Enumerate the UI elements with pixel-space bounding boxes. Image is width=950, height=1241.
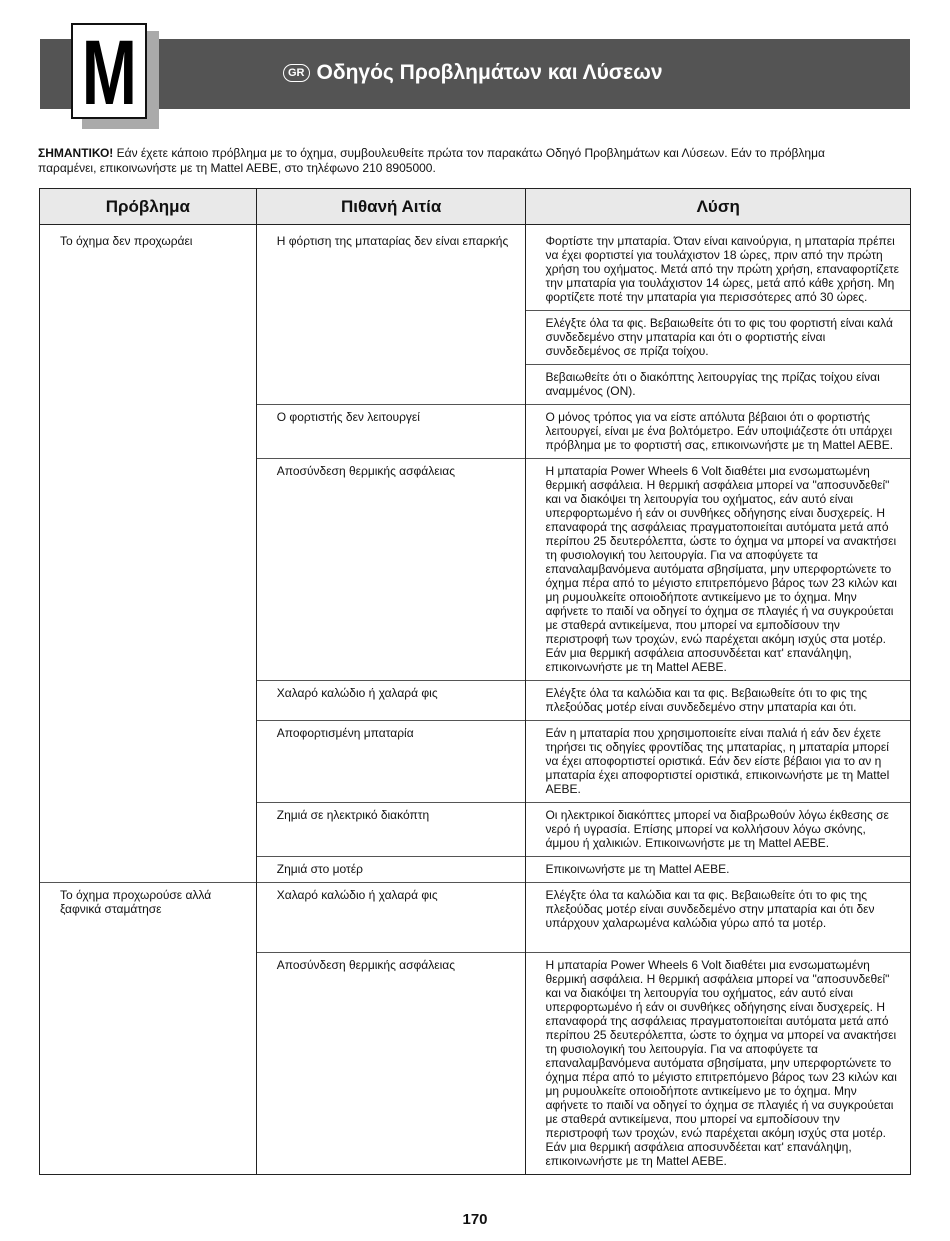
cause-cell: Αποσύνδεση θερμικής ασφάλειας — [256, 953, 526, 1175]
intro-paragraph — [38, 146, 908, 175]
intro-text-line2: παραμένει, επικοινωνήστε με τη Mattel AEBE, στο τηλέφωνο 210 8905000. — [38, 160, 436, 175]
table-row — [40, 225, 911, 311]
problem-cell: Το όχημα δεν προχωράει — [40, 225, 257, 883]
table-header-row — [40, 189, 911, 225]
section-letter: M — [81, 22, 137, 124]
page-number: 170 — [462, 1211, 488, 1228]
intro-text-line1: Εάν έχετε κάποιο πρόβλημα με το όχημα, συμβουλευθείτε πρώτα τον παρακάτω Οδηγό Προβλημάτων και Λύσεων. Εάν το πρόβλημα — [113, 146, 825, 160]
cause-cell: Αποσύνδεση θερμικής ασφάλειας — [256, 459, 526, 681]
cause-cell: Η φόρτιση της μπαταρίας δεν είναι επαρκής — [256, 225, 526, 405]
troubleshooting-table — [39, 188, 911, 1175]
solution-cell: Βεβαιωθείτε ότι ο διακόπτης λειτουργίας της πρίζας τοίχου είναι αναμμένος (ON). — [526, 365, 911, 405]
cause-cell: Χαλαρό καλώδιο ή χαλαρά φις — [256, 883, 526, 953]
solution-cell: Ο μόνος τρόπος για να είστε απόλυτα βέβαιοι ότι ο φορτιστής λειτουργεί, είναι με ένα βολτόμετρο. Εάν υποψιάζεστε ότι υπάρχει πρόβλημα με το φορτιστή σας, επικοινωνήστε με τη Mattel AEBE. — [526, 405, 911, 459]
solution-cell: Οι ηλεκτρικοί διακόπτες μπορεί να διαβρωθούν λόγω έκθεσης σε νερό ή υγρασία. Επίσης μπορεί να κολλήσουν λόγω σκόνης, άμμου ή χαλικιών. Επικοινωνήστε με τη Mattel AEBE. — [526, 803, 911, 857]
cause-cell: Χαλαρό καλώδιο ή χαλαρά φις — [256, 681, 526, 721]
page-title-text: Οδηγός Προβλημάτων και Λύσεων — [316, 61, 663, 84]
section-letter-badge — [71, 22, 147, 124]
page-title — [283, 58, 663, 88]
important-label: ΣΗΜΑΝΤΙΚΟ! — [38, 146, 114, 160]
solution-cell: Ελέγξτε όλα τα καλώδια και τα φις. Βεβαιωθείτε ότι το φις της πλεξούδας μοτέρ είναι συνδεδεμένο στην μπαταρία και ότι δεν υπάρχουν χαλαρωμένα καλώδια γύρω από τα μοτέρ. — [526, 883, 911, 953]
header-problem: Πρόβλημα — [40, 189, 257, 225]
header-cause: Πιθανή Αιτία — [256, 189, 526, 225]
cause-cell: Αποφορτισμένη μπαταρία — [256, 721, 526, 803]
solution-cell: Ελέγξτε όλα τα φις. Βεβαιωθείτε ότι το φις του φορτιστή είναι καλά συνδεδεμένο στην μπαταρία και ότι ο φορτιστής είναι συνδεδεμένος σε πρίζα τοίχου. — [526, 311, 911, 365]
solution-cell: Εάν η μπαταρία που χρησιμοποιείτε είναι παλιά ή εάν δεν έχετε τηρήσει τις οδηγίες φροντίδας της μπαταρίας, η μπαταρία μπορεί να έχει αποφορτιστεί οριστικά. Εάν δεν είστε βέβαιοι για το αν η μπαταρία έχει αποφορτιστεί οριστικά, επικοινωνήστε με τη Mattel AEBE. — [526, 721, 911, 803]
table-row — [40, 883, 911, 953]
cause-cell: Ο φορτιστής δεν λειτουργεί — [256, 405, 526, 459]
header-solution: Λύση — [526, 189, 911, 225]
language-badge: GR — [283, 64, 310, 82]
solution-cell: Ελέγξτε όλα τα καλώδια και τα φις. Βεβαιωθείτε ότι το φις της πλεξούδας μοτέρ είναι συνδεδεμένο στην μπαταρία και ότι. — [526, 681, 911, 721]
cause-cell: Ζημιά στο μοτέρ — [256, 857, 526, 883]
problem-cell: Το όχημα προχωρούσε αλλά ξαφνικά σταμάτησε — [40, 883, 257, 1175]
solution-cell: Φορτίστε την μπαταρία. Όταν είναι καινούργια, η μπαταρία πρέπει να έχει φορτιστεί για τουλάχιστον 18 ώρες, πριν από την πρώτη χρήση του οχήματος. Μετά από την πρώτη χρήση, επαναφορτίζετε την μπαταρία για τουλάχιστον 14 ώρες, μετά από κάθε χρήση. Μη φορτίζετε ποτέ την μπαταρία για περισσότερες από 30 ώρες. — [526, 225, 911, 311]
solution-cell: Επικοινωνήστε με τη Mattel AEBE. — [526, 857, 911, 883]
cause-cell: Ζημιά σε ηλεκτρικό διακόπτη — [256, 803, 526, 857]
solution-cell: Η μπαταρία Power Wheels 6 Volt διαθέτει μια ενσωματωμένη θερμική ασφάλεια. Η θερμική ασφάλεια μπορεί να "αποσυνδεθεί" και να διακόψει τη λειτουργία του οχήματος, εάν αυτό είναι υπερφορτωμένο ή εάν οι συνθήκες οδήγησης είναι δυσχερείς. Η επαναφορά της ασφάλειας πραγματοποιείται αυτόματα μετά από περίπου 25 δευτερόλεπτα, ώστε το όχημα να μπορεί να ανακτήσει τη φυσιολογική του λειτουργία. Για να αποφύγετε τα επαναλαμβανόμενα αυτόματα σβησίματα, μην υπερφορτώνετε το όχημα πέρα από το μέγιστο επιτρεπόμενο βάρος των 23 κιλών και μη ρυμουλκείτε οποιοδήποτε αντικείμενο με το όχημα. Μην αφήνετε το παιδί να οδηγεί το όχημα σε πλαγιές ή να συγκρούεται με σταθερά αντικείμενα, που μπορεί να εμποδίσουν την περιστροφή των τροχών, ενώ παρέχεται ακόμη ισχύς στα μοτέρ. Εάν μια θερμική ασφάλεια αποσυνδέεται κατ' επανάληψη, επικοινωνήστε με τη Mattel AEBE. — [526, 953, 911, 1175]
solution-cell: Η μπαταρία Power Wheels 6 Volt διαθέτει μια ενσωματωμένη θερμική ασφάλεια. Η θερμική ασφάλεια μπορεί να "αποσυνδεθεί" και να διακόψει τη λειτουργία του οχήματος, εάν αυτό είναι υπερφορτωμένο ή εάν οι συνθήκες οδήγησης είναι δυσχερείς. Η επαναφορά της ασφάλειας πραγματοποιείται αυτόματα μετά από περίπου 25 δευτερόλεπτα, ώστε το όχημα να μπορεί να ανακτήσει τη φυσιολογική του λειτουργία. Για να αποφύγετε τα επαναλαμβανόμενα αυτόματα σβησίματα, μην υπερφορτώνετε το όχημα πέρα από το μέγιστο επιτρεπόμενο βάρος των 23 κιλών και μη ρυμουλκείτε οποιοδήποτε αντικείμενο με το όχημα. Μην αφήνετε το παιδί να οδηγεί το όχημα σε πλαγιές ή να συγκρούεται με σταθερά αντικείμενα, που μπορεί να εμποδίσουν την περιστροφή των τροχών, ενώ παρέχεται ακόμη ισχύς στα μοτέρ. Εάν μια θερμική ασφάλεια αποσυνδέεται κατ' επανάληψη, επικοινωνήστε με τη Mattel AEBE. — [526, 459, 911, 681]
